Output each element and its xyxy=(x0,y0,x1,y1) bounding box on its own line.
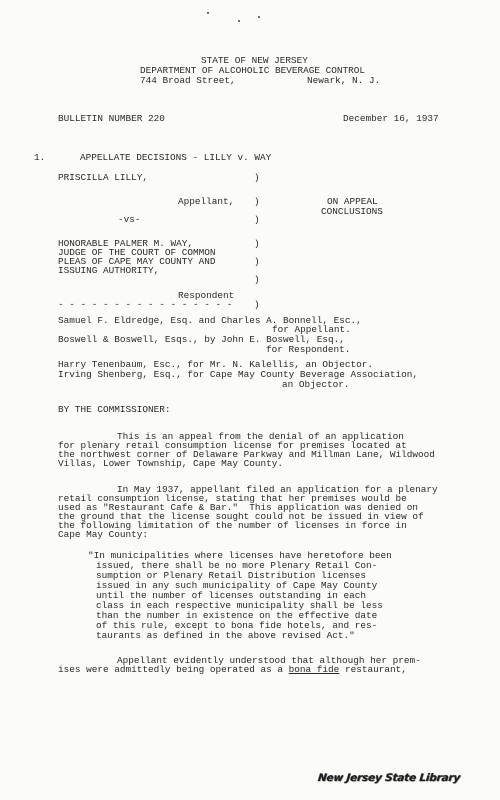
conclusions-label: CONCLUSIONS xyxy=(321,206,383,217)
speck xyxy=(258,16,260,18)
body-line: retail consumption license, stating that her premises would be xyxy=(58,493,407,504)
body-text: restaurant, xyxy=(339,664,407,675)
counsel-line: an Objector. xyxy=(282,379,350,390)
by-commissioner: BY THE COMMISSIONER: xyxy=(58,404,171,415)
caption-paren: ) xyxy=(254,274,260,285)
speck xyxy=(207,12,209,14)
versus: -vs- xyxy=(118,214,141,225)
item-number: 1. xyxy=(34,152,46,163)
quote-line: taurants as defined in the above revised Act." xyxy=(96,630,355,641)
caption-dashes: - - - - - - - - - - - - - - - - xyxy=(58,299,233,310)
on-appeal-label: ON APPEAL xyxy=(327,196,378,207)
caption-paren: ) xyxy=(254,214,260,225)
header-city: Newark, N. J. xyxy=(307,75,381,86)
counsel-line: Boswell & Boswell, Esqs., by John E. Boswell, Esq., xyxy=(58,334,345,345)
quote-line: issued, there shall be no more Plenary Retail Con- xyxy=(96,560,378,571)
body-line: Appellant evidently understood that although her prem- xyxy=(117,655,421,666)
body-line: the following limitation of the number of licenses in force in xyxy=(58,520,407,531)
bulletin-date: December 16, 1937 xyxy=(343,113,439,124)
header-department: DEPARTMENT OF ALCOHOLIC BEVERAGE CONTROL xyxy=(140,65,366,76)
speck xyxy=(238,20,240,22)
header-state: STATE OF NEW JERSEY xyxy=(201,55,308,66)
counsel-line: Samuel F. Eldredge, Esq. and Charles A. Bonnell, Esc., xyxy=(58,315,362,326)
respondent-line-4: ISSUING AUTHORITY, xyxy=(58,265,160,276)
quote-line: issued in any such municipality of Cape May County xyxy=(96,580,378,591)
respondent-line-2: JUDGE OF THE COURT OF COMMON xyxy=(58,247,216,258)
quote-line: class in each respective municipality shall be less xyxy=(96,600,383,611)
body-line: used as "Restaurant Cafe & Bar." This application was denied on xyxy=(58,502,419,513)
item-title: APPELLATE DECISIONS - LILLY v. WAY xyxy=(80,152,272,163)
counsel-line: for Respondent. xyxy=(266,344,351,355)
counsel-line: for Appellant. xyxy=(272,324,351,335)
quote-line: of this rule, except to bona fide hotels, and res- xyxy=(96,620,378,631)
quote-line: than the number in existence on the effective date xyxy=(96,610,378,621)
body-line: the ground that the license sought could not be issued in view of xyxy=(58,511,424,522)
body-line: Villas, Lower Township, Cape May County. xyxy=(58,458,284,469)
body-line xyxy=(58,664,407,675)
body-text: ises were admittedly being operated as a xyxy=(58,664,289,675)
quote-line: until the number of licenses outstanding in each xyxy=(96,590,367,601)
library-stamp: New Jersey State Library xyxy=(317,772,461,784)
quote-line: sumption or Plenary Retail Distribution licenses xyxy=(96,570,367,581)
body-line: This is an appeal from the denial of an application xyxy=(117,431,404,442)
caption-paren: ) xyxy=(254,256,260,267)
header-street: 744 Broad Street, xyxy=(140,75,236,86)
caption-paren: ) xyxy=(254,172,260,183)
bona-fide-underlined: bona fide xyxy=(288,664,340,675)
respondent-line-1: HONORABLE PALMER M. WAY, xyxy=(58,238,194,249)
appellant-name: PRISCILLA LILLY, xyxy=(58,172,149,183)
caption-paren: ) xyxy=(254,196,260,207)
appellant-role: Appellant, xyxy=(178,196,235,207)
body-line: the northwest corner of Delaware Parkway and Millman Lane, Wildwood xyxy=(58,449,435,460)
caption-paren: ) xyxy=(254,299,260,310)
quote-line: "In municipalities where licenses have heretofore been xyxy=(88,550,392,561)
respondent-line-3: PLEAS OF CAPE MAY COUNTY AND xyxy=(58,256,216,267)
bulletin-number: BULLETIN NUMBER 220 xyxy=(58,113,165,124)
body-line: In May 1937, appellant filed an application for a plenary xyxy=(117,484,438,495)
body-line: Cape May County: xyxy=(58,529,149,540)
counsel-line: Harry Tenenbaum, Esc., for Mr. N. Kalellis, an Objector. xyxy=(58,359,374,370)
caption-paren: ) xyxy=(254,238,260,249)
counsel-line: Irving Shenberg, Esq., for Cape May County Beverage Association, xyxy=(58,369,419,380)
respondent-role: Respondent xyxy=(178,290,235,301)
body-line: for plenary retail consumption license for premises located at xyxy=(58,440,407,451)
